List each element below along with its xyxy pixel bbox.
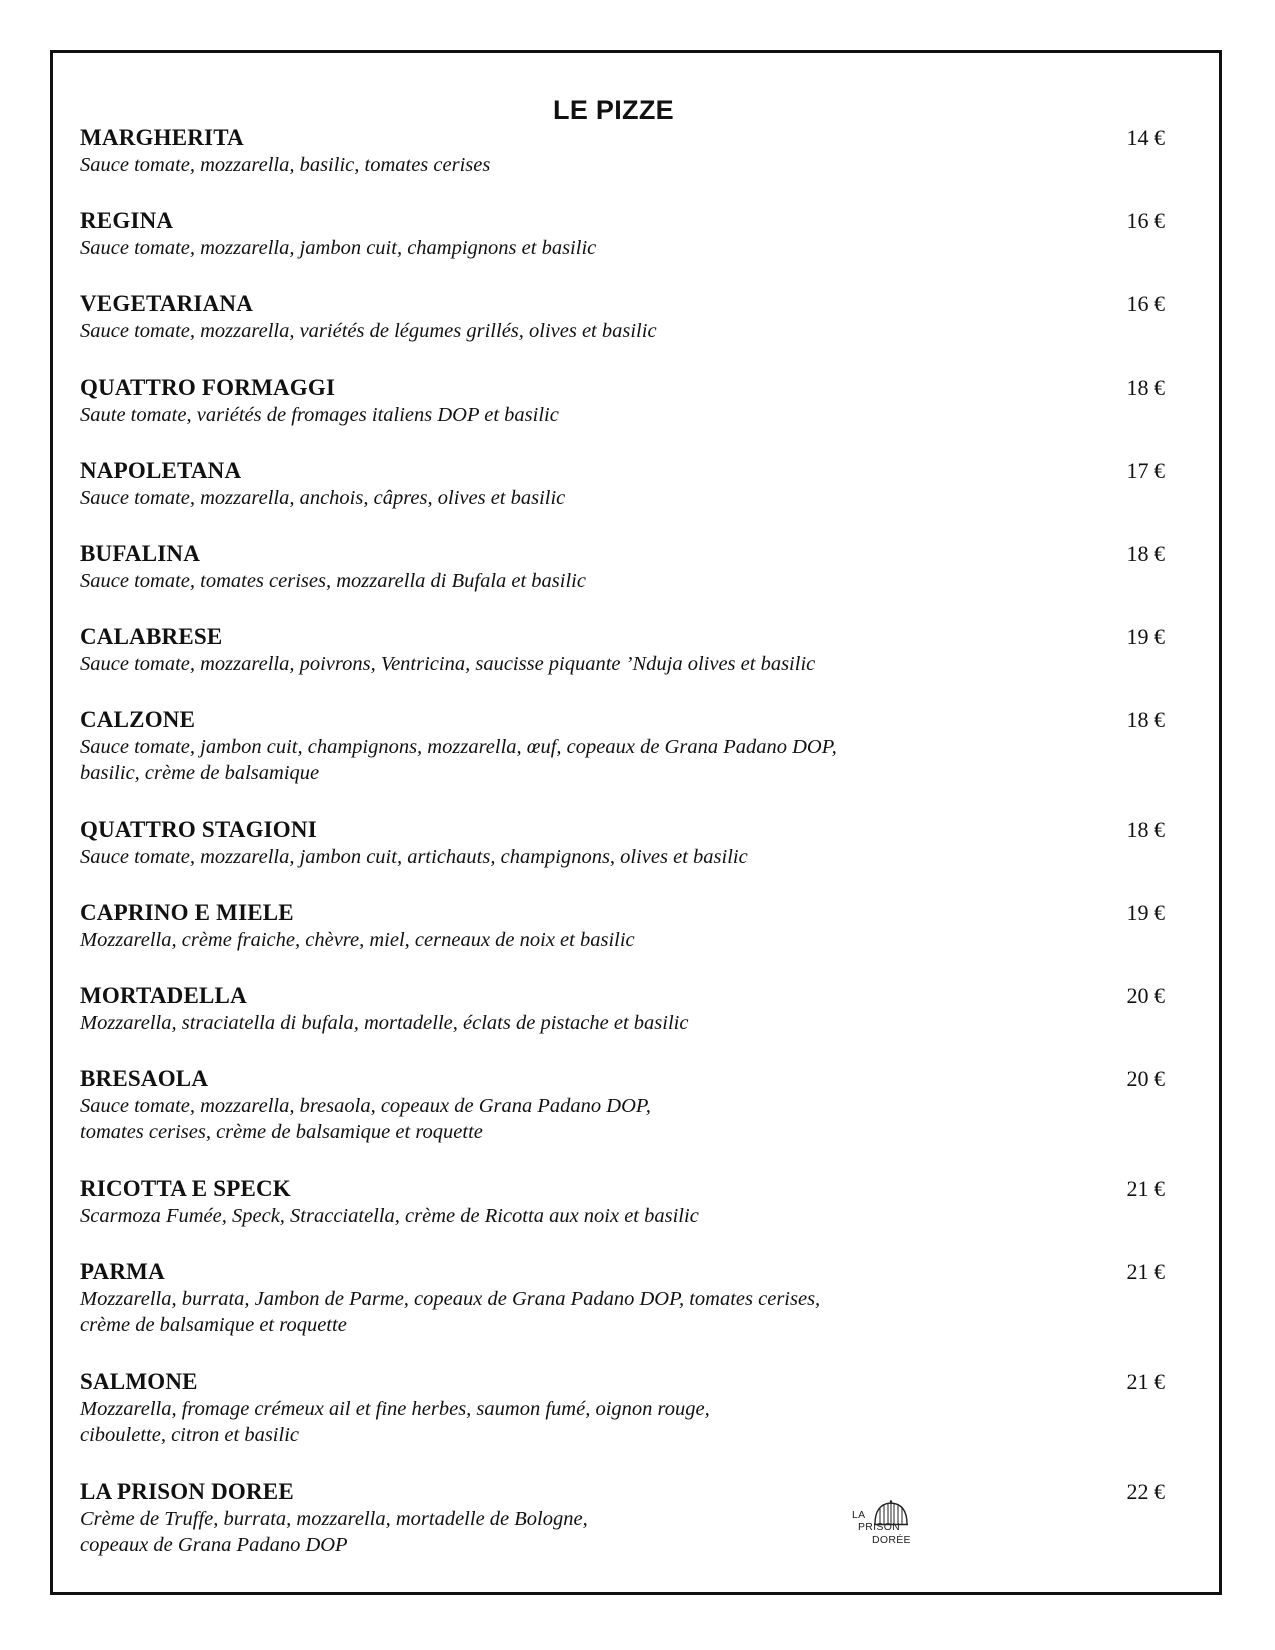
pizza-price: 17 € <box>1126 458 1165 483</box>
menu-item <box>80 707 1170 786</box>
menu-item <box>80 817 1170 870</box>
menu-item <box>80 1479 1170 1558</box>
menu-item <box>80 291 1170 344</box>
pizza-description: Mozzarella, straciatella di bufala, mortadelle, éclats de pistache et basilic <box>80 1012 689 1034</box>
menu-item <box>80 1259 1170 1338</box>
pizza-description: tomates cerises, crème de balsamique et roquette <box>80 1121 483 1143</box>
pizza-description: Sauce tomate, mozzarella, jambon cuit, champignons et basilic <box>80 237 597 259</box>
menu-item <box>80 208 1170 261</box>
pizza-price: 18 € <box>1126 707 1165 732</box>
pizza-price: 20 € <box>1126 983 1165 1008</box>
pizza-name: LA PRISON DOREE <box>80 1479 294 1504</box>
pizza-description: Mozzarella, crème fraiche, chèvre, miel, cerneaux de noix et basilic <box>80 929 635 951</box>
pizza-description: Sauce tomate, mozzarella, bresaola, copeaux de Grana Padano DOP, <box>80 1095 651 1117</box>
pizza-name: VEGETARIANA <box>80 291 254 316</box>
pizza-price: 20 € <box>1126 1066 1165 1091</box>
pizza-name: REGINA <box>80 208 174 233</box>
pizza-name: CALZONE <box>80 707 196 732</box>
pizza-name: QUATTRO FORMAGGI <box>80 375 336 400</box>
menu-item <box>80 458 1170 511</box>
menu-item <box>80 1066 1170 1145</box>
pizza-description: Sauce tomate, mozzarella, variétés de légumes grillés, olives et basilic <box>80 320 657 342</box>
pizza-price: 19 € <box>1126 624 1165 649</box>
pizza-name: MARGHERITA <box>80 125 244 150</box>
pizza-price: 18 € <box>1126 541 1165 566</box>
menu-item <box>80 900 1170 953</box>
pizza-price: 22 € <box>1126 1479 1165 1504</box>
pizza-price: 14 € <box>1126 125 1165 150</box>
pizza-description: Sauce tomate, mozzarella, jambon cuit, artichauts, champignons, olives et basilic <box>80 846 748 868</box>
pizza-description: Sauce tomate, mozzarella, anchois, câpres, olives et basilic <box>80 487 566 509</box>
pizza-price: 21 € <box>1126 1176 1165 1201</box>
pizza-name: CALABRESE <box>80 624 223 649</box>
pizza-name: QUATTRO STAGIONI <box>80 817 317 842</box>
pizza-name: RICOTTA E SPECK <box>80 1176 291 1201</box>
pizza-name: SALMONE <box>80 1369 198 1394</box>
menu-item <box>80 125 1170 178</box>
pizza-description: Mozzarella, fromage crémeux ail et fine herbes, saumon fumé, oignon rouge, <box>80 1398 710 1420</box>
pizza-price: 16 € <box>1126 291 1165 316</box>
pizza-price: 19 € <box>1126 900 1165 925</box>
logo-text-doree: DORÉE <box>872 1534 911 1546</box>
logo-text-la: LA <box>852 1509 866 1521</box>
pizza-description: Crème de Truffe, burrata, mozzarella, mortadelle de Bologne, <box>80 1508 588 1530</box>
pizza-description: crème de balsamique et roquette <box>80 1314 347 1336</box>
pizza-description: Sauce tomate, jambon cuit, champignons, mozzarella, œuf, copeaux de Grana Padano DOP, <box>80 736 837 758</box>
pizza-description: Saute tomate, variétés de fromages italiens DOP et basilic <box>80 404 559 426</box>
pizza-price: 21 € <box>1126 1369 1165 1394</box>
pizza-price: 18 € <box>1126 375 1165 400</box>
menu-item <box>80 1369 1170 1448</box>
pizza-description: Mozzarella, burrata, Jambon de Parme, copeaux de Grana Padano DOP, tomates cerises, <box>80 1288 821 1310</box>
logo-text-prison: PRISON <box>858 1521 901 1533</box>
pizza-name: PARMA <box>80 1259 165 1284</box>
menu-item <box>80 624 1170 677</box>
menu-item <box>80 983 1170 1036</box>
menu-item <box>80 1176 1170 1229</box>
pizza-name: MORTADELLA <box>80 983 247 1008</box>
pizza-description: Sauce tomate, tomates cerises, mozzarella di Bufala et basilic <box>80 570 586 592</box>
pizza-name: BUFALINA <box>80 541 201 566</box>
menu-item <box>80 541 1170 594</box>
pizza-name: NAPOLETANA <box>80 458 242 483</box>
restaurant-logo <box>852 1500 916 1554</box>
pizza-price: 21 € <box>1126 1259 1165 1284</box>
menu-title: LE PIZZE <box>553 95 674 125</box>
pizza-description: Scarmoza Fumée, Speck, Stracciatella, crème de Ricotta aux noix et basilic <box>80 1205 699 1227</box>
pizza-price: 16 € <box>1126 208 1165 233</box>
pizza-description: Sauce tomate, mozzarella, poivrons, Ventricina, saucisse piquante ’Nduja olives et basilic <box>80 653 816 675</box>
pizza-description: ciboulette, citron et basilic <box>80 1424 299 1446</box>
pizza-name: CAPRINO E MIELE <box>80 900 294 925</box>
pizza-description: Sauce tomate, mozzarella, basilic, tomates cerises <box>80 154 491 176</box>
menu-item <box>80 375 1170 428</box>
pizza-price: 18 € <box>1126 817 1165 842</box>
pizza-description: basilic, crème de balsamique <box>80 762 320 784</box>
pizza-description: copeaux de Grana Padano DOP <box>80 1534 348 1556</box>
pizza-name: BRESAOLA <box>80 1066 209 1091</box>
